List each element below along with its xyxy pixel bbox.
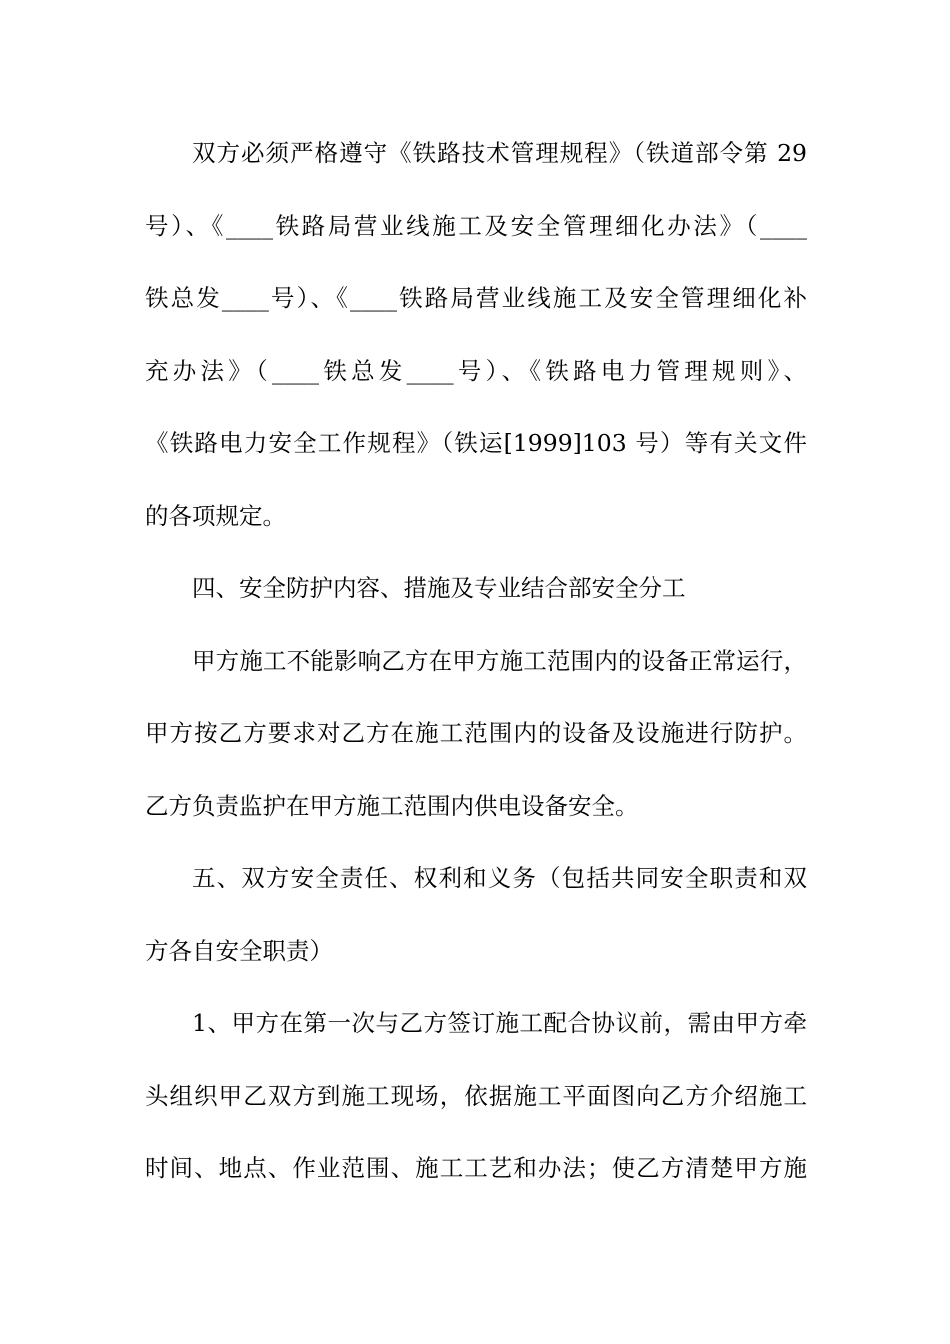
paragraph-line: 头组织甲乙双方到施工现场，依据施工平面图向乙方介绍施工 bbox=[145, 1081, 807, 1110]
paragraph-line: 的各项规定。 bbox=[145, 501, 286, 530]
paragraph-line: 号）、《____铁路局营业线施工及安全管理细化办法》（____ bbox=[145, 211, 807, 240]
document-body bbox=[145, 128, 807, 1216]
section-heading: 五、双方安全责任、权利和义务（包括共同安全职责和双 bbox=[192, 864, 807, 892]
section-heading: 方各自安全职责） bbox=[145, 936, 333, 965]
paragraph-line: 《铁路电力安全工作规程》（铁运[1999]103 号）等有关文件 bbox=[145, 429, 807, 457]
paragraph-line: 1、甲方在第一次与乙方签订施工配合协议前，需由甲方牵 bbox=[192, 1009, 807, 1037]
paragraph-line: 时间、地点、作业范围、施工工艺和办法；使乙方清楚甲方施 bbox=[145, 1154, 807, 1182]
paragraph-line: 双方必须严格遵守《铁路技术管理规程》（铁道部令第 29 bbox=[192, 139, 807, 167]
section-heading: 四、安全防护内容、措施及专业结合部安全分工 bbox=[192, 574, 686, 602]
paragraph-line: 充办法》（____铁总发____号）、《铁路电力管理规则》、 bbox=[145, 356, 807, 385]
paragraph-line: 乙方负责监护在甲方施工范围内供电设备安全。 bbox=[145, 791, 639, 820]
paragraph-line: 铁总发____号）、《____铁路局营业线施工及安全管理细化补 bbox=[145, 284, 807, 312]
paragraph-line: 甲方按乙方要求对乙方在施工范围内的设备及设施进行防护。 bbox=[145, 719, 807, 747]
paragraph-line: 甲方施工不能影响乙方在甲方施工范围内的设备正常运行， bbox=[192, 646, 807, 675]
